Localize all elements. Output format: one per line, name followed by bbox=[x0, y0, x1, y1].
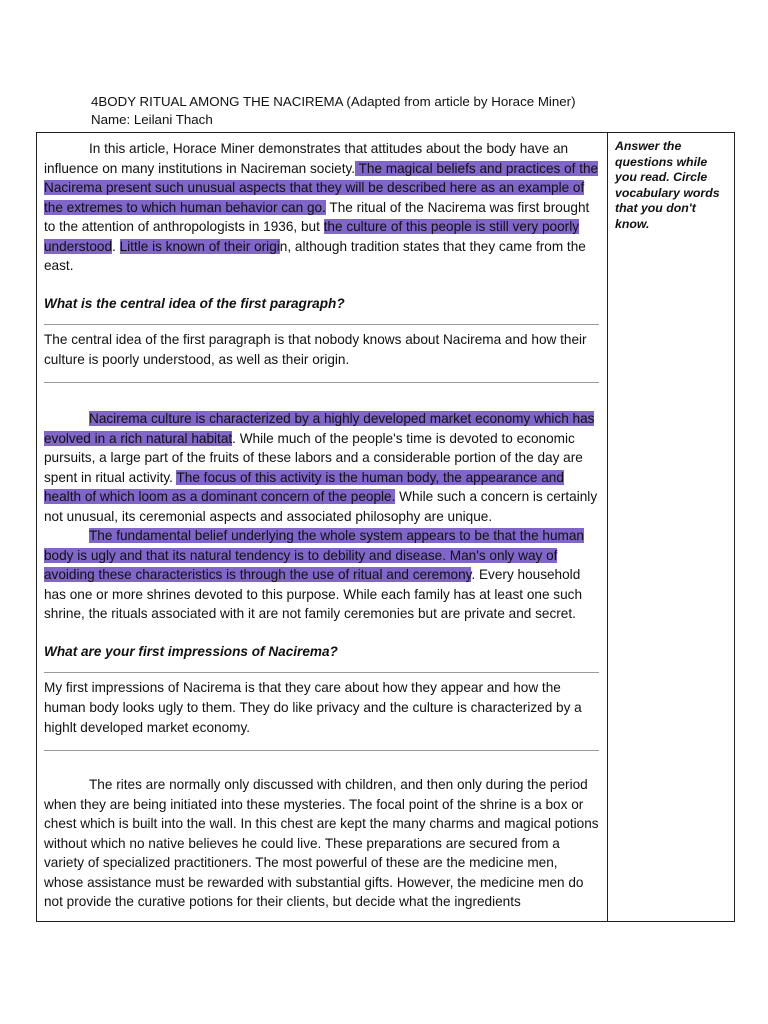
body-text: n, although tradition states that they came from the east. bbox=[44, 238, 586, 273]
answer-1[interactable]: The central idea of the first paragraph is that nobody knows about Nacirema and how their culture is poorly understood, as well as their origin. bbox=[44, 332, 587, 367]
answer-2[interactable]: My first impressions of Nacirema is that they care about how they appear and how the human body looks ugly to them. They do like privacy and the culture is characterized by a highlt developed market economy. bbox=[44, 680, 582, 735]
document-header bbox=[91, 93, 576, 129]
body-text: . Every household has one or more shrines devoted to this purpose. While each family has at least one such shrine, the rituals associated with it are not family ceremonies but are private and secret. bbox=[44, 567, 583, 621]
instructions-note: Answer the questions while you read. Circle vocabulary words that you don't know. bbox=[615, 139, 720, 231]
body-text: . While much of the people's time is devoted to economic pursuits, a large part of the fruits of these labors and a considerable portion of the day are spent in ritual activity. bbox=[44, 430, 583, 485]
question-2: What are your first impressions of Nacirema? bbox=[44, 643, 338, 659]
instructions-column bbox=[608, 133, 734, 921]
paragraph-3 bbox=[44, 526, 599, 624]
body-text: . bbox=[112, 238, 120, 254]
highlighted-text: the culture of this people is still very poorly understood bbox=[44, 219, 580, 254]
paragraph-2 bbox=[44, 409, 599, 526]
body-text: In this article, Horace Miner demonstrates that attitudes about the body have an influence on many institutions in Nacireman society. bbox=[44, 141, 569, 176]
document-title: 4BODY RITUAL AMONG THE NACIREMA (Adapted from article by Horace Miner) bbox=[91, 94, 576, 109]
highlighted-text: The focus of this activity is the human body, the appearance and health of which loom as a dominant concern of the people. bbox=[44, 469, 564, 504]
highlighted-text: The magical beliefs and practices of the Nacirema present such unusual aspects that they will be described here as an example of the extremes to which human behavior can go. bbox=[44, 160, 599, 215]
highlighted-text: The fundamental belief underlying the whole system appears to be that the human body is ugly and that its natural tendency is to debility and disease. Man's only way of avoiding these characteristics is through the use of ritual and ceremony bbox=[44, 528, 584, 582]
body-text: The ritual of the Nacirema was first brought to the attention of anthropologists in 1936, but bbox=[44, 199, 590, 234]
body-text: While such a concern is certainly not unusual, its ceremonial aspects and associated philosophy are unique. bbox=[44, 489, 598, 524]
student-name: Name: Leilani Thach bbox=[91, 112, 213, 127]
reading-column bbox=[37, 133, 608, 921]
paragraph-4: The rites are normally only discussed with children, and then only during the period when they are being initiated into these mysteries. The focal point of the shrine is a box or chest which is built into the wall. In this chest are kept the many charms and magical potions without which no native believes he could live. These preparations are secured from a variety of specialized practitioners. The most powerful of these are the medicine men, whose assistance must be rewarded with substantial gifts. However, the medicine men do not provide the curative potions for their clients, but decide what the ingredients bbox=[44, 777, 599, 909]
worksheet-table bbox=[36, 132, 735, 922]
question-1: What is the central idea of the first paragraph? bbox=[44, 295, 345, 311]
highlighted-text: Little is known of their origi bbox=[119, 238, 280, 254]
highlighted-text: Nacirema culture is characterized by a highly developed market economy which has evolved in a rich natural habitat bbox=[44, 411, 595, 446]
paragraph-1 bbox=[44, 139, 599, 276]
